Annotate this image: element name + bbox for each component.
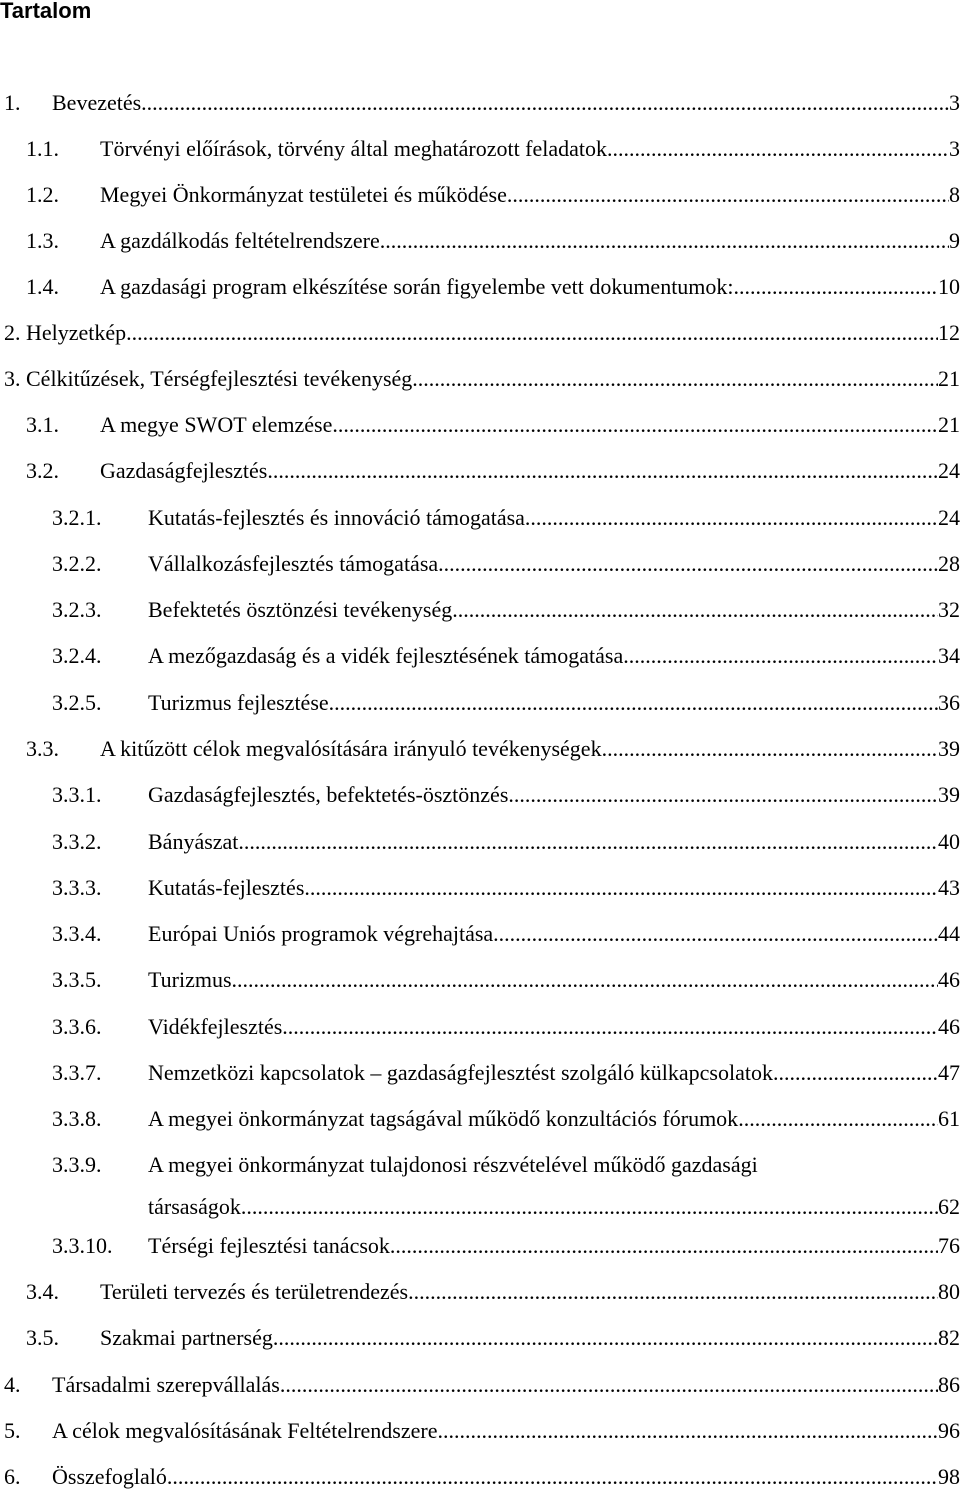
toc-entry-page: 24 (938, 505, 960, 530)
toc-entry-page: 24 (938, 458, 960, 483)
toc-entry[interactable] (52, 680, 960, 726)
dot-leader (273, 1315, 938, 1361)
toc-entry-title: A megyei önkormányzat tulajdonosi részvételével működő gazdasági (148, 1152, 758, 1177)
dot-leader (282, 1004, 938, 1050)
dot-leader (734, 264, 938, 310)
toc-entry-page: 3 (949, 136, 960, 161)
toc-entry-title: Összefoglaló (52, 1464, 167, 1489)
toc-entry-number: 2. (4, 320, 21, 345)
toc-entry-number: 3.3. (26, 736, 59, 761)
toc-entry-number: 3.3.6. (52, 1014, 102, 1039)
page-title: Tartalom (0, 0, 92, 23)
toc-entry[interactable] (4, 1454, 960, 1500)
toc-entry-page: 39 (938, 782, 960, 807)
toc-entry[interactable] (52, 957, 960, 1003)
toc-entry-page: 46 (938, 967, 960, 992)
dot-leader (607, 126, 949, 172)
dot-leader (602, 726, 938, 772)
toc-entry-page: 44 (938, 921, 960, 946)
toc-entry[interactable] (26, 726, 960, 772)
toc-entry-title: A megye SWOT elemzése (100, 412, 333, 437)
toc-entry-page: 43 (938, 875, 960, 900)
toc-entry[interactable] (26, 448, 960, 494)
toc-entry-title: Vállalkozásfejlesztés támogatása (148, 551, 439, 576)
toc-entry-number: 3.3.4. (52, 921, 102, 946)
toc-entry-title: Törvényi előírások, törvény által meghatározott feladatok (100, 136, 608, 161)
toc-entry-number: 3.2.3. (52, 597, 102, 622)
dot-leader (332, 402, 938, 448)
toc-entry-page: 80 (938, 1279, 960, 1304)
toc-entry-page: 76 (938, 1233, 960, 1258)
toc-entry-page: 10 (938, 274, 960, 299)
toc-entry-number: 1. (4, 90, 21, 115)
dot-leader (126, 310, 938, 356)
toc-entry-page: 40 (938, 829, 960, 854)
toc-entry-number: 3.3.5. (52, 967, 102, 992)
toc-entry-number: 3.2. (26, 458, 59, 483)
toc-entry-page: 32 (938, 597, 960, 622)
toc-entry[interactable] (52, 772, 960, 818)
toc-entry-number: 3.2.1. (52, 505, 102, 530)
toc-entry-title: A mezőgazdaság és a vidék fejlesztésének támogatása (148, 643, 624, 668)
toc-entry-number: 3.3.8. (52, 1106, 102, 1131)
dot-leader (329, 680, 938, 726)
toc-entry[interactable] (52, 1096, 960, 1142)
toc-entry[interactable] (52, 541, 960, 587)
dot-leader (380, 218, 949, 264)
toc-entry-title: Vidékfejlesztés (148, 1014, 283, 1039)
toc-entry[interactable] (52, 819, 960, 865)
toc-entry-page: 8 (949, 182, 960, 207)
toc-entry-number: 3.2.4. (52, 643, 102, 668)
toc-entry-page: 28 (938, 551, 960, 576)
toc-entry-page: 3 (949, 90, 960, 115)
toc-entry-page: 61 (938, 1106, 960, 1131)
dot-leader (408, 1269, 938, 1315)
toc-entry-number: 5. (4, 1418, 21, 1443)
toc-entry-number: 3.4. (26, 1279, 59, 1304)
toc-entry-number: 1.4. (26, 274, 59, 299)
toc-entry[interactable] (52, 495, 960, 541)
dot-leader (508, 772, 938, 818)
toc-entry-page: 47 (938, 1060, 960, 1085)
toc-entry[interactable] (4, 310, 960, 356)
toc-entry-title: A gazdasági program elkészítése során figyelembe vett dokumentumok: (100, 274, 734, 299)
toc-entry-number: 3.2.2. (52, 551, 102, 576)
dot-leader (412, 356, 938, 402)
toc-entry[interactable] (52, 911, 960, 957)
dot-leader (773, 1050, 938, 1096)
toc-entry-number: 3.5. (26, 1325, 59, 1350)
toc-entry[interactable] (52, 1050, 960, 1096)
toc-entry-title: Területi tervezés és területrendezés (100, 1279, 409, 1304)
toc-entry[interactable] (26, 218, 960, 264)
toc-entry-page: 34 (938, 643, 960, 668)
dot-leader (738, 1096, 938, 1142)
toc-entry-number: 4. (4, 1372, 21, 1397)
toc-entry-page: 98 (938, 1464, 960, 1489)
toc-entry-title: Kutatás-fejlesztés (148, 875, 305, 900)
toc-entry[interactable] (26, 126, 960, 172)
toc-entry[interactable] (4, 1362, 960, 1408)
toc-entry[interactable] (26, 1315, 960, 1361)
dot-leader (390, 1223, 938, 1269)
toc-entry-title: Megyei Önkormányzat testületei és működése (100, 182, 507, 207)
toc-entry-title: Térségi fejlesztési tanácsok (148, 1233, 390, 1258)
toc-entry-title: Bevezetés (52, 90, 142, 115)
toc-entry-number: 3.3.2. (52, 829, 102, 854)
toc-entry-number: 3.3.3. (52, 875, 102, 900)
toc-entry-page: 46 (938, 1014, 960, 1039)
dot-leader (238, 819, 938, 865)
toc-entry[interactable] (52, 633, 960, 679)
toc-entry-title-continued: társaságok (148, 1194, 241, 1219)
dot-leader (452, 587, 938, 633)
toc-entry[interactable] (26, 1269, 960, 1315)
toc-entry[interactable] (4, 356, 960, 402)
toc-entry-page: 12 (938, 320, 960, 345)
toc-entry-page: 9 (949, 228, 960, 253)
toc-entry-title: Gazdaságfejlesztés (100, 458, 268, 483)
dot-leader (280, 1362, 938, 1408)
toc-entry-title: Gazdaságfejlesztés, befektetés-ösztönzés (148, 782, 509, 807)
toc-entry-title: Nemzetközi kapcsolatok – gazdaságfejlesztést szolgáló külkapcsolatok (148, 1060, 773, 1085)
toc-entry[interactable] (4, 80, 960, 126)
toc-entry-title: Befektetés ösztönzési tevékenység (148, 597, 453, 622)
toc-entry-title: Szakmai partnerség (100, 1325, 273, 1350)
toc-entry[interactable] (26, 264, 960, 310)
dot-leader (167, 1454, 938, 1500)
toc-entry-title: A megyei önkormányzat tagságával működő konzultációs fórumok (148, 1106, 739, 1131)
toc-entry-title: A kitűzött célok megvalósítására irányuló tevékenységek (100, 736, 602, 761)
toc-entry-title: Társadalmi szerepvállalás (52, 1372, 280, 1397)
dot-leader (232, 957, 938, 1003)
dot-leader (623, 633, 938, 679)
toc-entry-number: 3.3.10. (52, 1233, 113, 1258)
toc-entry-page: 21 (938, 412, 960, 437)
toc-entry-page: 39 (938, 736, 960, 761)
toc-entry-page: 62 (938, 1194, 960, 1219)
toc-entry-page: 86 (938, 1372, 960, 1397)
toc-entry-title: Bányászat (148, 829, 239, 854)
toc-entry-title: Európai Uniós programok végrehajtása (148, 921, 494, 946)
dot-leader (525, 495, 938, 541)
toc-entry[interactable] (26, 172, 960, 218)
dot-leader (437, 1408, 938, 1454)
toc-entry-page: 36 (938, 690, 960, 715)
toc-entry-title: Turizmus fejlesztése (148, 690, 329, 715)
toc-entry-number: 3.3.7. (52, 1060, 102, 1085)
dot-leader (141, 80, 949, 126)
toc-entry[interactable] (52, 1142, 960, 1232)
toc-entry-title: Turizmus (148, 967, 232, 992)
toc-entry-number: 1.1. (26, 136, 59, 161)
dot-leader (304, 865, 938, 911)
toc-entry-title: Helyzetkép (26, 320, 127, 345)
dot-leader (438, 541, 938, 587)
toc-entry-number: 3.3.9. (52, 1152, 102, 1177)
toc-entry[interactable] (52, 1004, 960, 1050)
toc-entry[interactable] (52, 1223, 960, 1269)
toc-entry[interactable] (52, 587, 960, 633)
toc-entry-number: 3. (4, 366, 21, 391)
toc-entry-page: 21 (938, 366, 960, 391)
toc-entry-number: 1.2. (26, 182, 59, 207)
toc-entry-number: 1.3. (26, 228, 59, 253)
toc-entry-title: A célok megvalósításának Feltételrendszere (52, 1418, 438, 1443)
toc-entry-page: 82 (938, 1325, 960, 1350)
toc-entry[interactable] (52, 865, 960, 911)
toc-entry[interactable] (4, 1408, 960, 1454)
toc-entry-page: 96 (938, 1418, 960, 1443)
toc-entry-title: Kutatás-fejlesztés és innováció támogatása (148, 505, 525, 530)
toc-entry-number: 3.3.1. (52, 782, 102, 807)
dot-leader (267, 448, 938, 494)
toc-entry-title: Célkitűzések, Térségfejlesztési tevékenység (26, 366, 413, 391)
toc-entry-number: 6. (4, 1464, 21, 1489)
toc-entry[interactable] (26, 402, 960, 448)
dot-leader (507, 172, 949, 218)
dot-leader (493, 911, 938, 957)
toc-entry-title: A gazdálkodás feltételrendszere (100, 228, 380, 253)
toc-entry-number: 3.1. (26, 412, 59, 437)
toc-entry-number: 3.2.5. (52, 690, 102, 715)
